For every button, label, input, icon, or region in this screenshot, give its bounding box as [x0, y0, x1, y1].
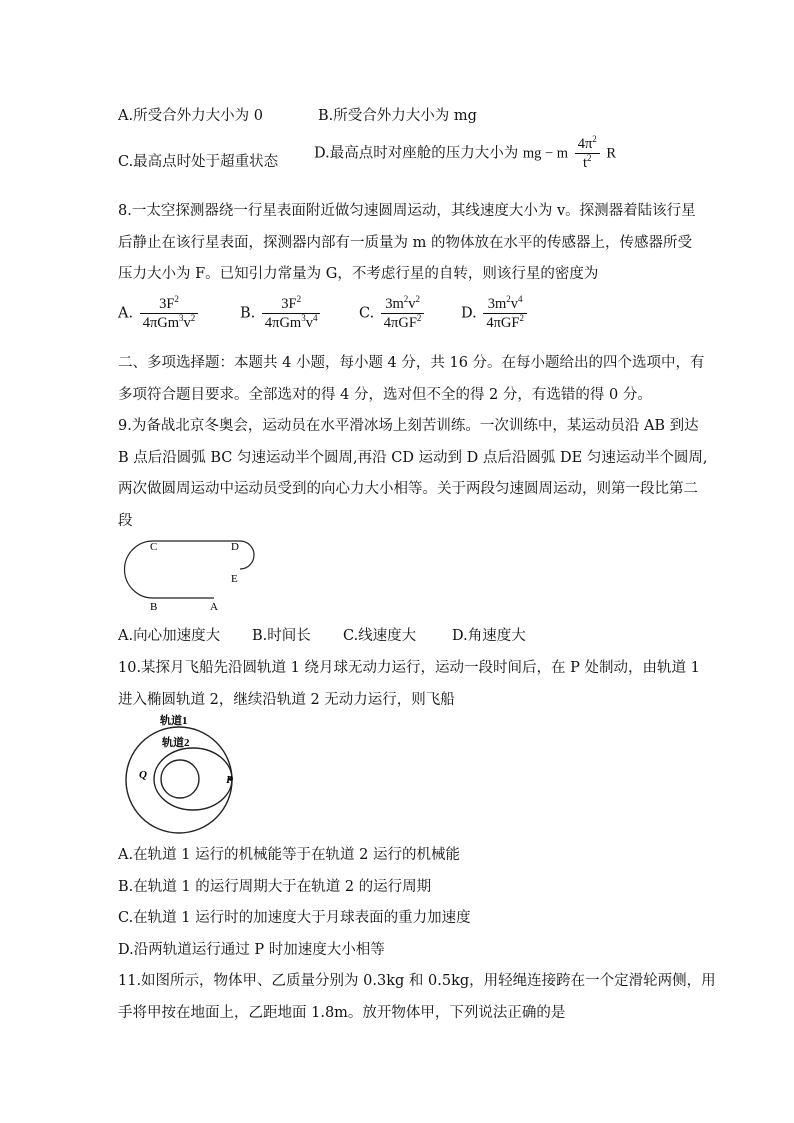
q10-option-c: C.在轨道 1 运行时的加速度大于月球表面的重力加速度	[118, 910, 471, 926]
q11-stem-line1: 11.如图所示，物体甲、乙质量分别为 0.3kg 和 0.5kg，用轻绳连接跨在一个定滑轮两侧，用	[118, 973, 716, 989]
q10-moon	[161, 760, 199, 798]
q7-option-d-expr-left: mg − m	[522, 145, 569, 162]
q10-orbit-figure	[118, 712, 243, 837]
q9-option-d: D.角速度大	[452, 628, 526, 644]
q9-track-figure	[118, 534, 278, 616]
q9-track-small-arc	[240, 541, 254, 569]
q10-label-orbit2: 轨道2	[162, 737, 190, 749]
section2-heading-line2: 多项符合题目要求。全部选对的得 4 分，选对但不全的得 2 分，有选错的得 0 分。	[118, 387, 652, 403]
q9-option-a: A.向心加速度大	[118, 628, 221, 644]
q8-stem-line2: 后静止在该行星表面，探测器内部有一质量为 m 的物体放在水平的传感器上，传感器所受	[118, 235, 692, 251]
q10-option-b: B.在轨道 1 的运行周期大于在轨道 2 的运行周期	[118, 879, 432, 895]
q7-option-d-prefix: D.最高点时对座舱的压力大小为	[314, 145, 519, 162]
q10-label-p: P	[226, 774, 233, 786]
q9-label-b: B	[150, 601, 158, 613]
q7-option-a: A.所受合外力大小为 0	[118, 108, 263, 124]
q9-stem-line4: 段	[118, 513, 133, 529]
q7-option-d	[314, 136, 616, 171]
q9-label-a: A	[210, 601, 218, 613]
q7-option-d-expr-right: R	[606, 145, 617, 162]
q9-label-c: C	[150, 541, 158, 553]
q10-option-a: A.在轨道 1 运行的机械能等于在轨道 2 运行的机械能	[118, 847, 460, 863]
q9-label-e: E	[231, 573, 238, 585]
q10-label-orbit1: 轨道1	[160, 715, 188, 727]
q8-option-b: B. $\frac{3F^2}{4\pi Gm^3v^4}$	[240, 296, 322, 331]
section2-heading-line1: 二、多项选择题：本题共 4 小题，每小题 4 分，共 16 分。在每小题给出的四个选项中，有	[118, 355, 705, 371]
q8-stem-line1: 8.一太空探测器绕一行星表面附近做匀速圆周运动，其线速度大小为 v。探测器着陆该行星	[118, 203, 696, 219]
q9-option-c: C.线速度大	[343, 628, 417, 644]
q9-stem-line1: 9.为备战北京冬奥会，运动员在水平滑冰场上刻苦训练。一次训练中，某运动员沿 AB 到达	[118, 418, 699, 434]
q9-label-d: D	[231, 541, 239, 553]
q8-option-a: A. $\frac{3F^2}{4\pi Gm^3v^2}$	[118, 296, 200, 331]
q8-stem-line3: 压力大小为 F。已知引力常量为 G，不考虑行星的自转，则该行星的密度为	[118, 266, 599, 282]
q10-label-q: Q	[139, 769, 147, 781]
q10-stem-line2: 进入椭圆轨道 2，继续沿轨道 2 无动力运行，则飞船	[118, 692, 455, 708]
q7-option-b: B.所受合外力大小为 mg	[318, 108, 477, 124]
q8-option-d: D. $\frac{3m^2v^4}{4\pi GF^2}$	[461, 296, 529, 331]
q9-stem-line3: 两次做圆周运动中运动员受到的向心力大小相等。关于两段匀速圆周运动，则第一段比第二	[118, 481, 698, 497]
q7-option-d-fraction: $\frac{4\pi^2}{t^2}$	[575, 136, 600, 171]
q9-stem-line2: B 点后沿圆弧 BC 匀速运动半个圆周,再沿 CD 运动到 D 点后沿圆弧 DE 匀速运动半个圆周,	[118, 450, 708, 466]
q9-track-large-loop	[125, 541, 241, 598]
q9-option-b: B.时间长	[252, 628, 311, 644]
q11-stem-line2: 手将甲按在地面上，乙距地面 1.8m。放开物体甲，下列说法正确的是	[118, 1005, 566, 1021]
q7-option-c: C.最高点时处于超重状态	[118, 154, 279, 170]
q8-option-c: C. $\frac{3m^2v^2}{4\pi GF^2}$	[359, 296, 426, 331]
q10-stem-line1: 10.某探月飞船先沿圆轨道 1 绕月球无动力运行，运动一段时间后，在 P 处制动，由轨道 1	[118, 660, 700, 676]
q10-option-d: D.沿两轨道运行通过 P 时加速度大小相等	[118, 942, 385, 958]
q10-orbit2-ellipse	[154, 748, 232, 810]
